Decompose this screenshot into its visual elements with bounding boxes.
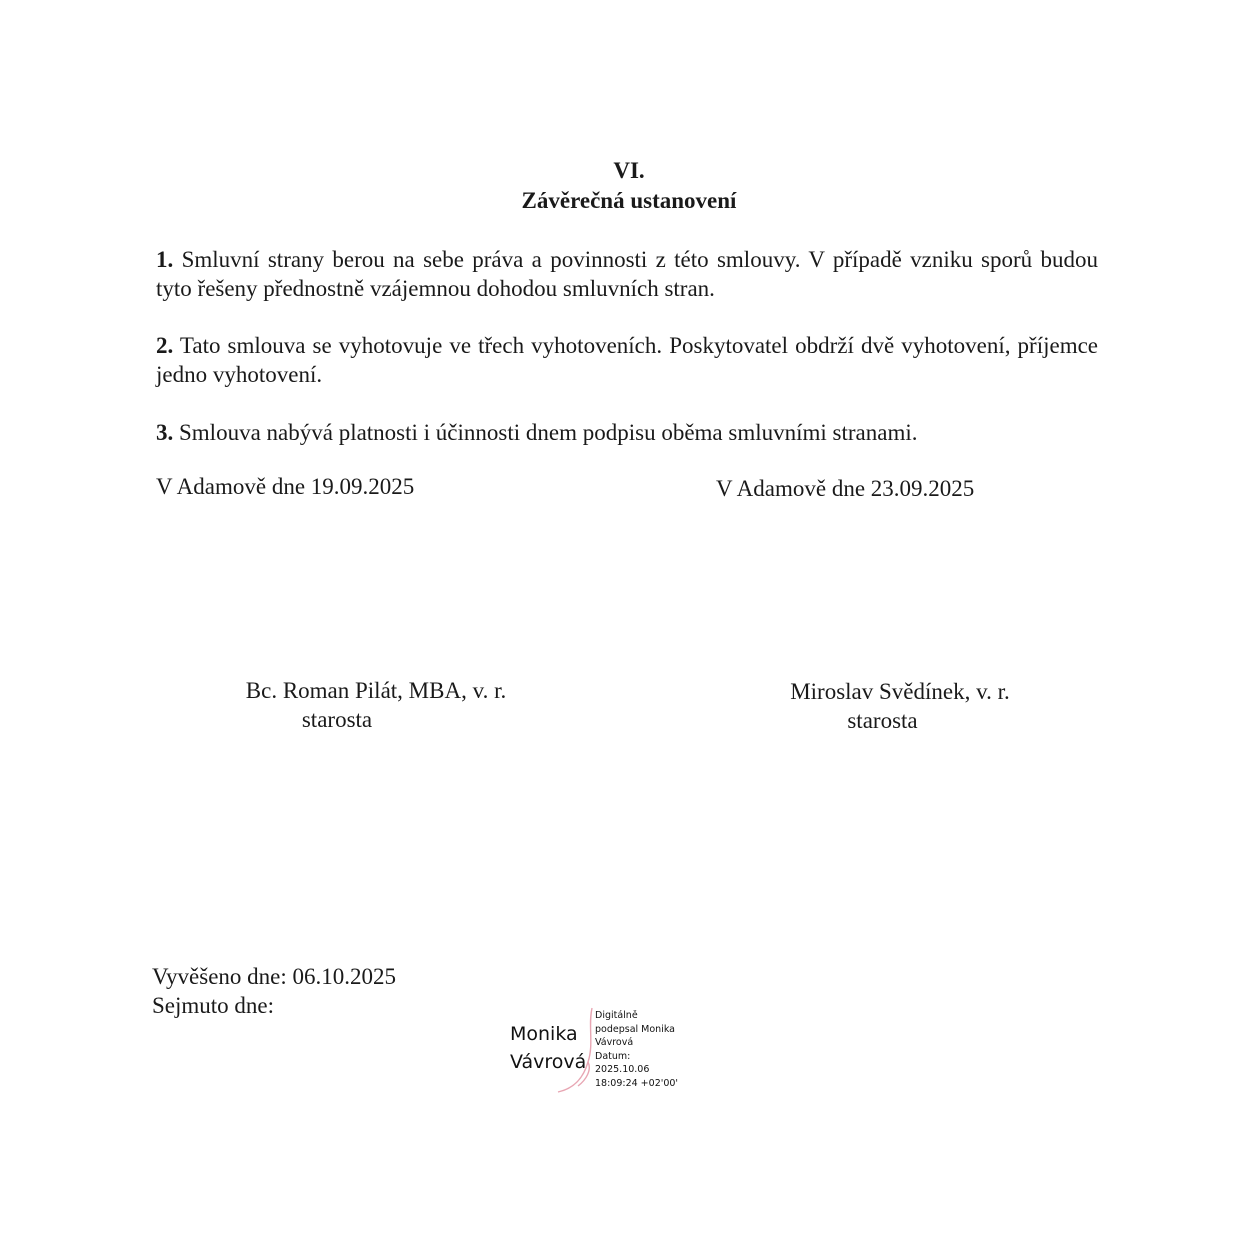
- signature-detail-line: Digitálně: [595, 1010, 638, 1021]
- signer-last-name: Vávrová: [510, 1051, 587, 1073]
- digital-signature[interactable]: [508, 1006, 698, 1096]
- place-date-left: V Adamově dne 19.09.2025: [156, 474, 415, 499]
- signature-detail-line: Vávrová: [595, 1037, 634, 1048]
- signatory-role: starosta: [301, 707, 373, 732]
- section-number: VI.: [613, 158, 645, 183]
- signature-detail-line: 2025.10.06: [595, 1064, 650, 1075]
- signer-first-name: Monika: [510, 1023, 578, 1045]
- clause-text: Smluvní strany berou na sebe práva a povinnosti z této smlouvy. V případě vzniku sporů budou tyto řešeny přednostně vzájemnou dohodou smluvních stran.: [156, 247, 1098, 301]
- posted-date: Vyvěšeno dne: 06.10.2025: [152, 964, 397, 989]
- clause-text: Smlouva nabývá platnosti i účinnosti dnem podpisu oběma smluvními stranami.: [173, 420, 918, 445]
- place-date-right: V Adamově dne 23.09.2025: [716, 476, 975, 501]
- signatory-role: starosta: [847, 708, 918, 733]
- clause-number: 3.: [156, 420, 174, 445]
- clause-2: [156, 331, 1098, 389]
- clause-number: 2.: [156, 333, 174, 358]
- clause-3: [156, 418, 1098, 447]
- removed-date: Sejmuto dne:: [152, 993, 275, 1018]
- clause-text: Tato smlouva se vyhotovuje ve třech vyhotoveních. Poskytovatel obdrží dvě vyhotovení, příjemce jedno vyhotovení.: [156, 333, 1098, 387]
- signer-name: [510, 1020, 586, 1076]
- signatory-left: [226, 676, 526, 734]
- signature-detail-line: podepsal Monika: [595, 1023, 676, 1035]
- clause-1: [156, 245, 1098, 303]
- posting-info: [152, 962, 396, 1020]
- signature-detail-line: Datum:: [595, 1050, 631, 1062]
- signatory-name: Bc. Roman Pilát, MBA, v. r.: [245, 678, 507, 703]
- signature-detail-line: 18:09:24 +02'00': [595, 1077, 679, 1089]
- signature-details: [595, 1009, 678, 1090]
- signatory-name: Miroslav Svědínek, v. r.: [790, 679, 1010, 704]
- clause-number: 1.: [156, 247, 174, 272]
- signatory-right: [770, 677, 1030, 735]
- section-title: Závěrečná ustanovení: [521, 188, 737, 213]
